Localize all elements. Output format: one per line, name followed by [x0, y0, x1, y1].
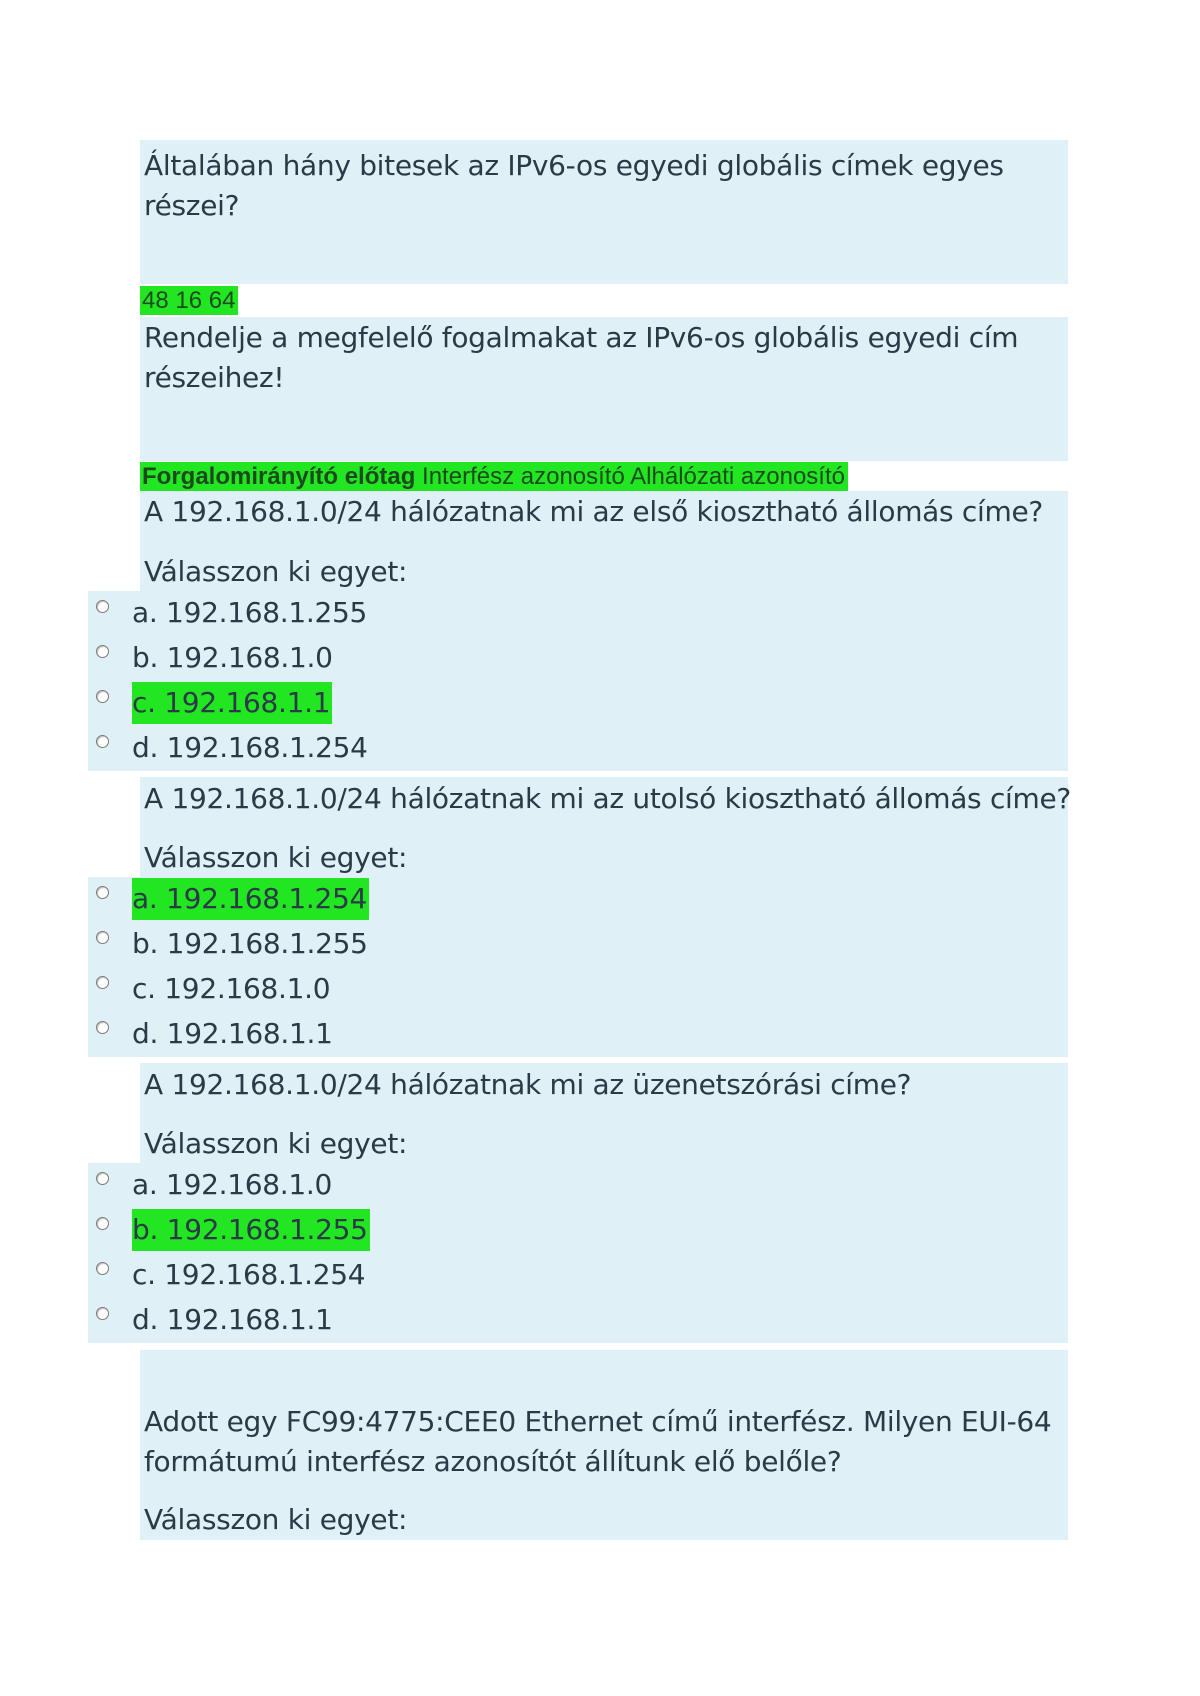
- question-2-answer: [140, 462, 848, 491]
- question-6-choose-prompt: Válasszon ki egyet:: [144, 1503, 408, 1536]
- question-5-text: A 192.168.1.0/24 hálózatnak mi az üzenetszórási címe?: [144, 1068, 912, 1101]
- option-label-correct: a. 192.168.1.254: [132, 878, 369, 920]
- question-4-choose-prompt: Válasszon ki egyet:: [144, 841, 408, 874]
- radio-icon[interactable]: [96, 931, 109, 944]
- option-label: b. 192.168.1.255: [132, 927, 368, 960]
- option-label: c. 192.168.1.254: [132, 1258, 366, 1291]
- question-2-line-1: Rendelje a megfelelő fogalmakat az IPv6-os globális egyedi cím: [144, 321, 1019, 354]
- option-label: d. 192.168.1.1: [132, 1017, 333, 1050]
- question-3-text: A 192.168.1.0/24 hálózatnak mi az első kiosztható állomás címe?: [144, 495, 1043, 528]
- option-label: c. 192.168.1.0: [132, 972, 331, 1005]
- radio-icon[interactable]: [96, 1262, 109, 1275]
- question-3-choose-prompt: Válasszon ki egyet:: [144, 555, 408, 588]
- question-6-line-1: Adott egy FC99:4775:CEE0 Ethernet című interfész. Milyen EUI-64: [144, 1405, 1052, 1438]
- question-5-option-a[interactable]: [88, 1164, 488, 1206]
- question-5-option-c[interactable]: [88, 1254, 488, 1296]
- question-2-answer-bold: Forgalomirányító előtag: [142, 463, 416, 490]
- radio-icon[interactable]: [96, 600, 109, 613]
- question-5-option-b[interactable]: [88, 1209, 488, 1251]
- question-4-text: A 192.168.1.0/24 hálózatnak mi az utolsó kiosztható állomás címe?: [144, 782, 1071, 815]
- radio-icon[interactable]: [96, 1307, 109, 1320]
- question-2-text: [144, 318, 1018, 398]
- radio-icon[interactable]: [96, 976, 109, 989]
- radio-icon[interactable]: [96, 690, 109, 703]
- radio-icon[interactable]: [96, 1172, 109, 1185]
- question-5-option-d[interactable]: [88, 1299, 488, 1341]
- question-5-choose-prompt: Válasszon ki egyet:: [144, 1127, 408, 1160]
- question-3-option-d[interactable]: [88, 727, 488, 769]
- option-label: d. 192.168.1.1: [132, 1303, 333, 1336]
- radio-icon[interactable]: [96, 735, 109, 748]
- question-6-text: [144, 1402, 1051, 1482]
- question-3-option-b[interactable]: [88, 637, 488, 679]
- question-4-option-a[interactable]: [88, 878, 488, 920]
- question-4-option-c[interactable]: [88, 968, 488, 1010]
- question-2-answer-rest: Interfész azonosító Alhálózati azonosító: [415, 463, 845, 490]
- option-label-correct: c. 192.168.1.1: [132, 682, 332, 724]
- question-2-line-2: részeihez!: [144, 361, 285, 394]
- radio-icon[interactable]: [96, 886, 109, 899]
- option-label: a. 192.168.1.255: [132, 596, 368, 629]
- question-4-option-b[interactable]: [88, 923, 488, 965]
- question-1-text: [144, 146, 1004, 226]
- option-label: d. 192.168.1.254: [132, 731, 368, 764]
- question-1-line-2: részei?: [144, 189, 240, 222]
- radio-icon[interactable]: [96, 1217, 109, 1230]
- option-label: b. 192.168.1.0: [132, 641, 333, 674]
- radio-icon[interactable]: [96, 645, 109, 658]
- question-1-answer: 48 16 64: [140, 286, 238, 315]
- question-6-line-2: formátumú interfész azonosítót állítunk elő belőle?: [144, 1445, 842, 1478]
- question-3-option-a[interactable]: [88, 592, 488, 634]
- option-label: a. 192.168.1.0: [132, 1168, 332, 1201]
- radio-icon[interactable]: [96, 1021, 109, 1034]
- question-1-line-1: Általában hány bitesek az IPv6-os egyedi globális címek egyes: [144, 149, 1004, 182]
- question-3-option-c[interactable]: [88, 682, 488, 724]
- option-label-correct: b. 192.168.1.255: [132, 1209, 370, 1251]
- question-4-option-d[interactable]: [88, 1013, 488, 1055]
